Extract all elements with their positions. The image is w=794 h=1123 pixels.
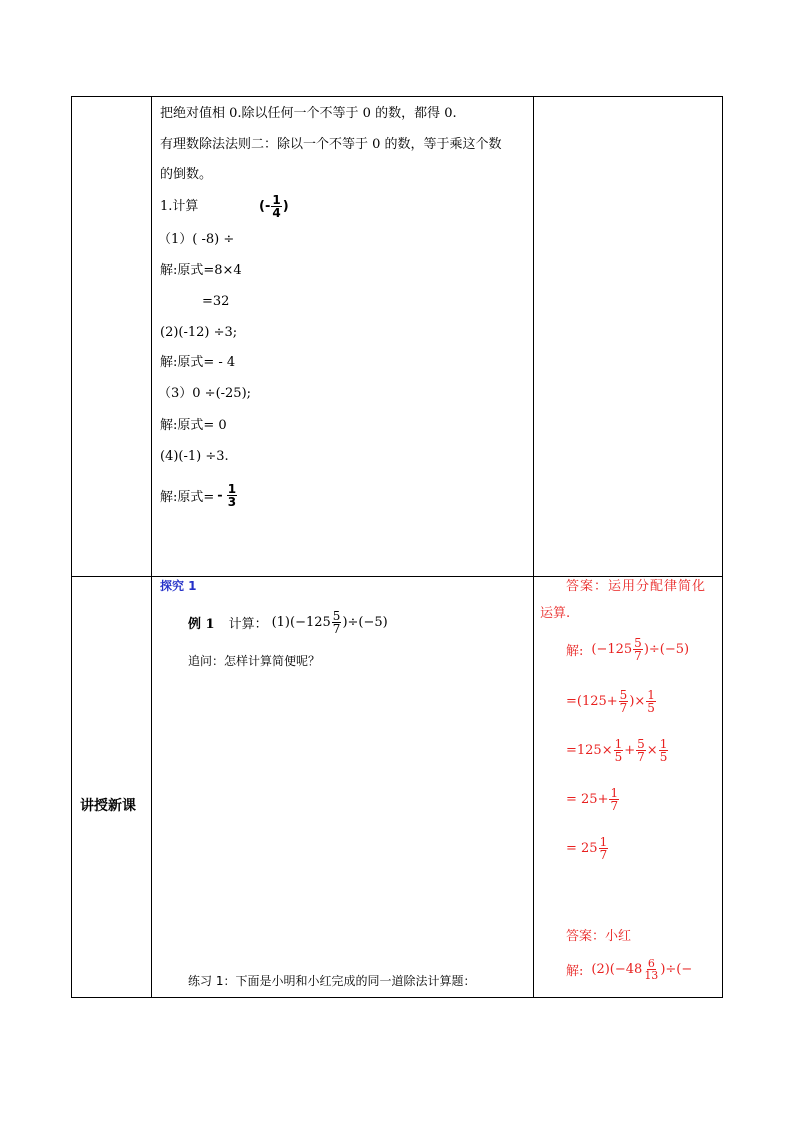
example-expr-right: )÷(−5): [342, 615, 388, 630]
s1-prefix: 解:: [566, 644, 584, 659]
table-bottom-border: [71, 997, 723, 998]
table-right-border: [722, 96, 723, 998]
followup-question: 追问：怎样计算简便呢？: [188, 654, 321, 668]
example-label: 例 1: [188, 617, 215, 632]
s2-left: =(125+: [566, 694, 618, 709]
example-1: [188, 610, 388, 635]
s6-right: )÷(−: [660, 962, 693, 977]
s6-frac-den: 13: [644, 969, 659, 982]
explore-title: 探究 1: [160, 579, 197, 593]
problem-1: （1）( -8) ÷: [158, 232, 235, 247]
s5-left: = 25: [566, 841, 598, 856]
solution-step-6: [566, 958, 692, 981]
problem-2-solution: 解:原式= - 4: [160, 355, 236, 370]
problem-4-sol-prefix: 解:原式=: [160, 490, 215, 505]
s2-frac2-num: 1: [647, 688, 655, 702]
floating-frac-den: 4: [272, 206, 281, 220]
s1-frac-num: 5: [634, 636, 642, 650]
answer-2: 答案：小红: [566, 929, 632, 944]
problem-2: (2)(-12) ÷3;: [160, 325, 238, 340]
problem-1-solution: 解:原式=8×4: [160, 263, 242, 278]
s3-frac1-num: 1: [614, 737, 623, 751]
s6-frac-num: 6: [647, 957, 655, 970]
s1-left: (−125: [591, 642, 633, 657]
solution-step-5: [566, 836, 609, 861]
problem-4-frac-den: 3: [227, 495, 237, 509]
s4-frac-den: 7: [610, 799, 619, 813]
example-prefix: 计算：: [228, 617, 268, 632]
s2-mid: )×: [629, 694, 646, 709]
example-frac-num: 5: [332, 609, 341, 623]
table-col-divider-2: [533, 96, 534, 998]
example-expr-left: (1)(−125: [271, 615, 331, 630]
table-row-divider: [71, 576, 723, 577]
solution-step-2: [566, 689, 657, 714]
s3-frac2-den: 7: [637, 750, 645, 764]
rule-text-line2: 有理数除法法则二：除以一个不等于 0 的数，等于乘这个数: [160, 137, 502, 152]
problem-3: （3）0 ÷(-25);: [158, 386, 252, 401]
floating-frac-sign: (-: [259, 199, 271, 214]
s5-frac-den: 7: [599, 848, 608, 862]
table-left-border: [71, 96, 72, 998]
s4-left: = 25+: [566, 792, 609, 807]
s3-frac2-num: 5: [637, 737, 645, 751]
rule-text-line3: 的倒数。: [160, 167, 213, 182]
problem-1-solution-2: =32: [202, 294, 230, 309]
answer-1-line2: 运算.: [540, 606, 571, 621]
s6-left: (2)(−48: [591, 962, 643, 977]
floating-frac-close: ): [282, 199, 289, 214]
s3-frac3-num: 1: [659, 737, 668, 751]
floating-frac-num: 1: [272, 193, 281, 207]
answer-1-line1: 答案：运用分配律简化: [566, 579, 707, 594]
s6-prefix: 解:: [566, 964, 584, 979]
example-frac-den: 7: [332, 622, 341, 636]
s4-frac-num: 1: [610, 786, 619, 800]
table-col-divider-1: [151, 96, 152, 998]
s1-right: )÷(−5): [643, 642, 690, 657]
floating-fraction: [259, 194, 289, 219]
s2-frac1-num: 5: [619, 688, 628, 702]
problem-3-solution: 解:原式= 0: [160, 418, 227, 433]
problem-4-frac-num: 1: [227, 482, 237, 496]
problem-4-solution: [160, 483, 238, 508]
s2-frac1-den: 7: [619, 701, 628, 715]
s5-frac-num: 1: [599, 835, 608, 849]
practice-1: 练习 1：下面是小明和小红完成的同一道除法计算题：: [188, 974, 476, 988]
s3-plus: +: [624, 743, 636, 758]
rule-text-line1: 把绝对值相 0.除以任何一个不等于 0 的数，都得 0.: [160, 106, 457, 121]
solution-step-4: [566, 787, 620, 812]
s1-frac-den: 7: [634, 649, 642, 663]
solution-step-1: [566, 637, 689, 662]
section-label-new-lesson: 讲授新课: [80, 798, 136, 814]
table-top-border: [71, 96, 723, 97]
problem-4: (4)(-1) ÷3.: [160, 449, 229, 464]
problem-4-sol-sign: -: [217, 488, 223, 503]
s3-frac3-den: 5: [659, 750, 668, 764]
calc-label: 1.计算: [160, 199, 199, 214]
s3-times: ×: [646, 743, 658, 758]
s3-frac1-den: 5: [614, 750, 623, 764]
s3-left: =125×: [566, 743, 613, 758]
s2-frac2-den: 5: [647, 701, 655, 715]
solution-step-3: [566, 738, 669, 763]
